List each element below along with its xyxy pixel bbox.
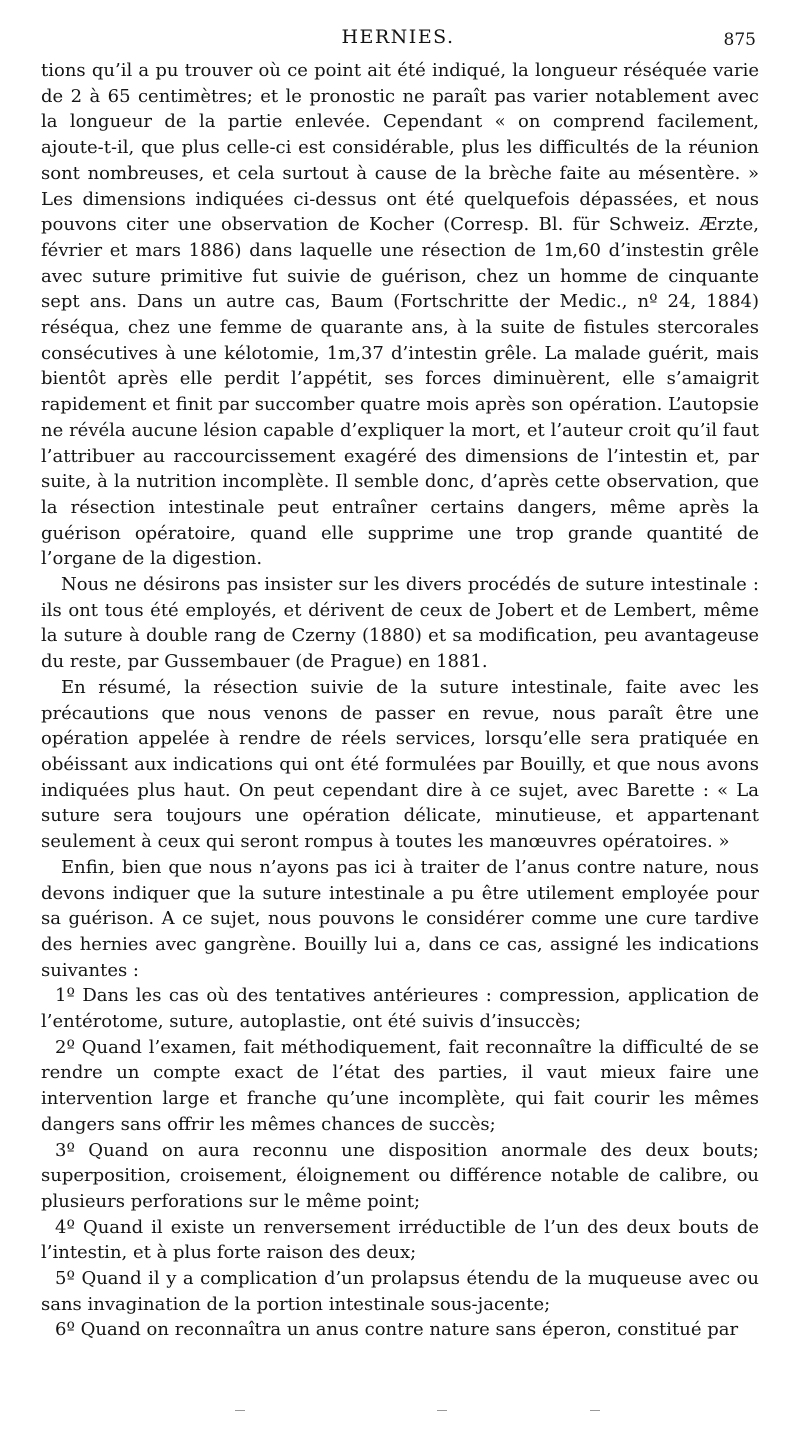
page-header bbox=[40, 26, 756, 58]
paragraph-anus-contre-nature: Enfin, bien que nous n’ayons pas ici à traiter de l’anus contre nature, nous devons indiquer que la suture intestinale a pu être utilement employée pour sa guérison. A ce sujet, nous pouvons le considérer comme une cure tardive des hernies avec gangrène. Bouilly lui a, dans ce cas, assigné les indications suivantes : bbox=[41, 856, 759, 981]
print-specks bbox=[0, 1410, 800, 1416]
indication-item-3: 3º Quand on aura reconnu une disposition anormale des deux bouts; superposition, croisement, éloignement ou différence notable de calibre, ou plusieurs perforations sur le même point; bbox=[41, 1139, 759, 1212]
print-speck bbox=[590, 1410, 600, 1411]
print-speck bbox=[235, 1410, 245, 1411]
indication-item-2: 2º Quand l’examen, fait méthodiquement, fait reconnaître la difficulté de se rendre un compte exact de l’état des parties, il vaut mieux faire une intervention large et franche qu’une incomplète, qui fait courir les mêmes dangers sans offrir les mêmes chances de succès; bbox=[41, 1036, 759, 1135]
page-number: 875 bbox=[723, 30, 756, 50]
indication-item-1: 1º Dans les cas où des tentatives antérieures : compression, application de l’entérotome, suture, autoplastie, ont été suivis d’insuccès; bbox=[41, 985, 759, 1033]
paragraph-suture-methods: Nous ne désirons pas insister sur les divers procédés de suture intestinale : ils ont tous été employés, et dérivent de ceux de Jobert et de Lembert, même la suture à double rang de Czerny (1880) et sa modification, peu avantageuse du reste, par Gussembauer (de Prague) en 1881. bbox=[41, 574, 759, 673]
paragraph-summary: En résumé, la résection suivie de la suture intestinale, faite avec les précautions que nous venons de passer en revue, nous paraît être une opération appelée à rendre de réels services, lorsqu’elle sera pratiquée en obéissant aux indications qui ont été formulées par Bouilly, et que nous avons indiquées plus haut. On peut cependant dire à ce sujet, avec Barette : « La suture sera toujours une opération délicate, minutieuse, et appartenant seulement à ceux qui seront rompus à toutes les manœuvres opératoires. » bbox=[41, 676, 759, 853]
print-speck bbox=[437, 1410, 447, 1411]
indication-item-4: 4º Quand il existe un renversement irréductible de l’un des deux bouts de l’intestin, et à plus forte raison des deux; bbox=[41, 1216, 759, 1264]
indication-item-5: 5º Quand il y a complication d’un prolapsus étendu de la muqueuse avec ou sans invagination de la portion intestinale sous-jacente; bbox=[41, 1268, 759, 1315]
running-title: HERNIES. bbox=[341, 26, 455, 48]
body-text bbox=[41, 58, 759, 1343]
indication-item-6: 6º Quand on reconnaîtra un anus contre nature sans éperon, constitué par bbox=[55, 1319, 739, 1341]
paragraph-continuation: tions qu’il a pu trouver où ce point ait été indiqué, la longueur réséquée varie de 2 à 65 centimètres; et le pronostic ne paraît pas varier notablement avec la longueur de la partie enlevée. Cependant « on comprend facilement, ajoute-t-il, que plus celle-ci est considérable, plus les difficultés de la réunion sont nombreuses, et cela surtout à cause de la brèche faite au mésentère. » Les dimensions indiquées ci-dessus ont été quelquefois dépassées, et nous pouvons citer une observation de Kocher (Corresp. Bl. für Schweiz. Ærzte, février et mars 1886) dans laquelle une résection de 1m,60 d’instestin grêle avec suture primitive fut suivie de guérison, chez un homme de cinquante sept ans. Dans un autre cas, Baum (Fortschritte der Medic., nº 24, 1884) réséqua, chez une femme de quarante ans, à la suite de fistules stercorales consécutives à une kélotomie, 1m,37 d’intestin grêle. La malade guérit, mais bientôt après elle perdit l’appétit, ses forces diminuèrent, elle s’amaigrit rapidement et finit par succomber quatre mois après son opération. L’autopsie ne révéla aucune lésion capable d’expliquer la mort, et l’auteur croit qu’il faut l’attribuer au raccourcissement exagéré des dimensions de l’intestin et, par suite, à la nutrition incomplète. Il semble donc, d’après cette observation, que la résection intestinale peut entraîner certains dangers, même après la guérison opératoire, quand elle supprime une trop grande quantité de l’organe de la digestion. bbox=[41, 60, 759, 570]
